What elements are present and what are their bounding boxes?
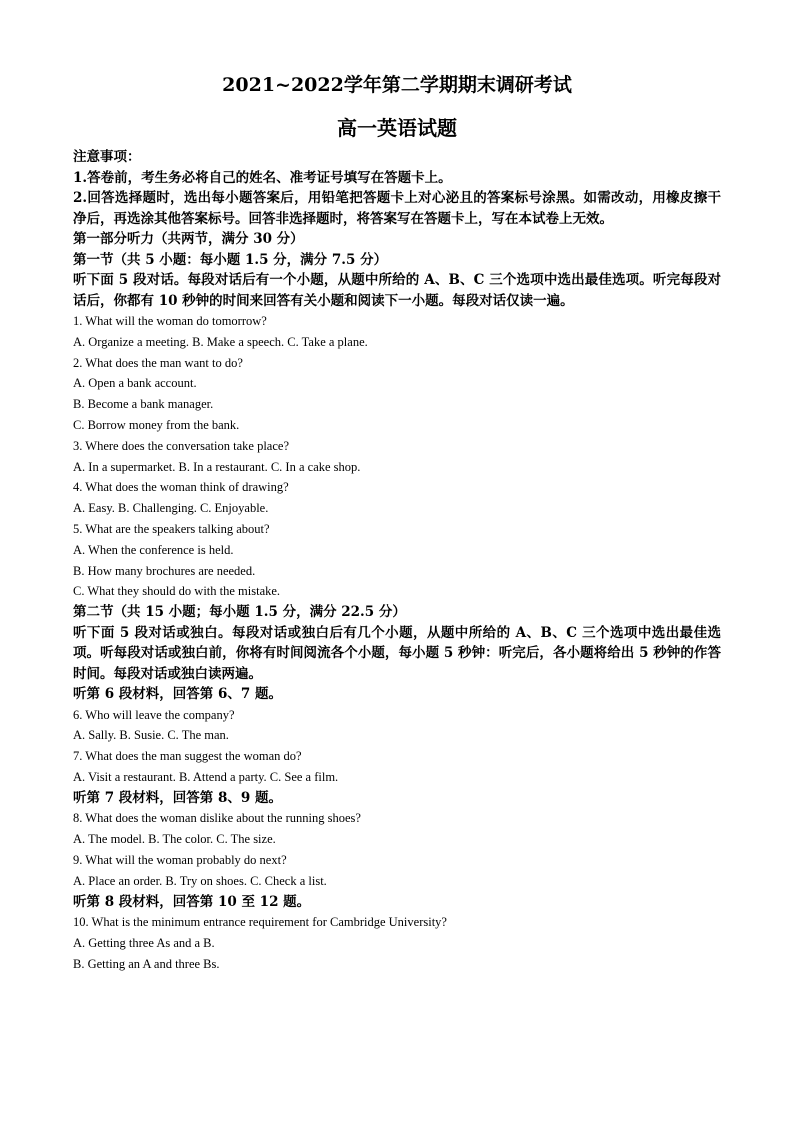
option-line: A. The model. B. The color. C. The size. xyxy=(73,832,276,847)
section1-instructions: 听下面 5 段对话。每段对话后有一个小题，从题中所给的 A、B、C 三个选项中选出最佳选项。听完每段对话后，你都有 10 秒钟的时间来回答有关小题和阅读下一小题。每段对话仅读一遍。 xyxy=(73,272,721,309)
option-line: A. Open a bank account. xyxy=(73,376,197,391)
question-line: 1. What will the woman do tomorrow? xyxy=(73,314,267,328)
option-line: A. Sally. B. Susie. C. The man. xyxy=(73,728,229,743)
option-line: B. How many brochures are needed. xyxy=(73,563,256,578)
option-line: C. Borrow money from the bank. xyxy=(73,417,240,432)
option-line: A. Place an order. B. Try on shoes. C. Check a list. xyxy=(73,873,327,888)
exam-content xyxy=(73,147,721,974)
section2-instructions: 听下面 5 段对话或独白。每段对话或独白后有几个小题，从题中所给的 A、B、C 三个选项中选出最佳选项。听每段对话或独白前，你将有时间阅流各个小题，每小题 5 秒钟：听完后，各小题将给出 5 秒钟的作答时间。每段对话或独白读两遍。 xyxy=(73,624,721,682)
option-line: A. Easy. B. Challenging. C. Enjoyable. xyxy=(73,501,269,516)
option-line: A. Organize a meeting. B. Make a speech. C. Take a plane. xyxy=(73,334,368,349)
section1-heading: 第一节（共 5 小题：每小题 1.5 分，满分 7.5 分） xyxy=(73,251,388,268)
question-line: 4. What does the woman think of drawing? xyxy=(73,480,289,495)
question-line: 5. What are the speakers talking about? xyxy=(73,521,270,536)
notes-item-2: 2.回答选择题时，选出每小题答案后，用铅笔把答题卡上对心泌且的答案标号涂黑。如需改动，用橡皮擦干净后，再选涂其他答案标号。回答非选择题时，将答案写在答题卡上，写在本试卷上无效。 xyxy=(73,190,721,227)
option-line: A. Getting three As and a B. xyxy=(73,935,215,950)
question-line: 10. What is the minimum entrance requirement for Cambridge University? xyxy=(73,915,447,930)
exam-title: 2021~2022学年第二学期期末调研考试 xyxy=(222,74,572,96)
option-line: C. What they should do with the mistake. xyxy=(73,584,281,599)
part1-heading: 第一部分听力（共两节，满分 30 分） xyxy=(73,231,304,247)
option-line: A. Visit a restaurant. B. Attend a party. C. See a film. xyxy=(73,770,339,785)
question-line: 8. What does the woman dislike about the running shoes? xyxy=(73,811,361,826)
notes-heading: 注意事项： xyxy=(73,149,141,165)
group7-heading: 听第 7 段材料，回答第 8、9 题。 xyxy=(73,789,282,806)
group6-heading: 听第 6 段材料，回答第 6、7 题。 xyxy=(73,686,282,703)
question-line: 7. What does the man suggest the woman do? xyxy=(73,749,302,764)
question-line: 3. Where does the conversation take place? xyxy=(73,438,289,453)
option-line: A. When the conference is held. xyxy=(73,542,234,557)
group8-heading: 听第 8 段材料，回答第 10 至 12 题。 xyxy=(73,893,311,910)
question-line: 9. What will the woman probably do next? xyxy=(73,852,287,867)
exam-subtitle: 高一英语试题 xyxy=(337,116,457,140)
option-line: B. Getting an A and three Bs. xyxy=(73,956,220,971)
section2-heading: 第二节（共 15 小题；每小题 1.5 分，满分 22.5 分） xyxy=(73,604,406,621)
option-line: B. Become a bank manager. xyxy=(73,397,214,412)
question-line: 2. What does the man want to do? xyxy=(73,355,243,370)
notes-item-1: 1.答卷前，考生务必将自己的姓名、准考证号填写在答题卡上。 xyxy=(73,169,452,186)
question-line: 6. Who will leave the company? xyxy=(73,707,235,722)
option-line: A. In a supermarket. B. In a restaurant. C. In a cake shop. xyxy=(73,459,361,474)
